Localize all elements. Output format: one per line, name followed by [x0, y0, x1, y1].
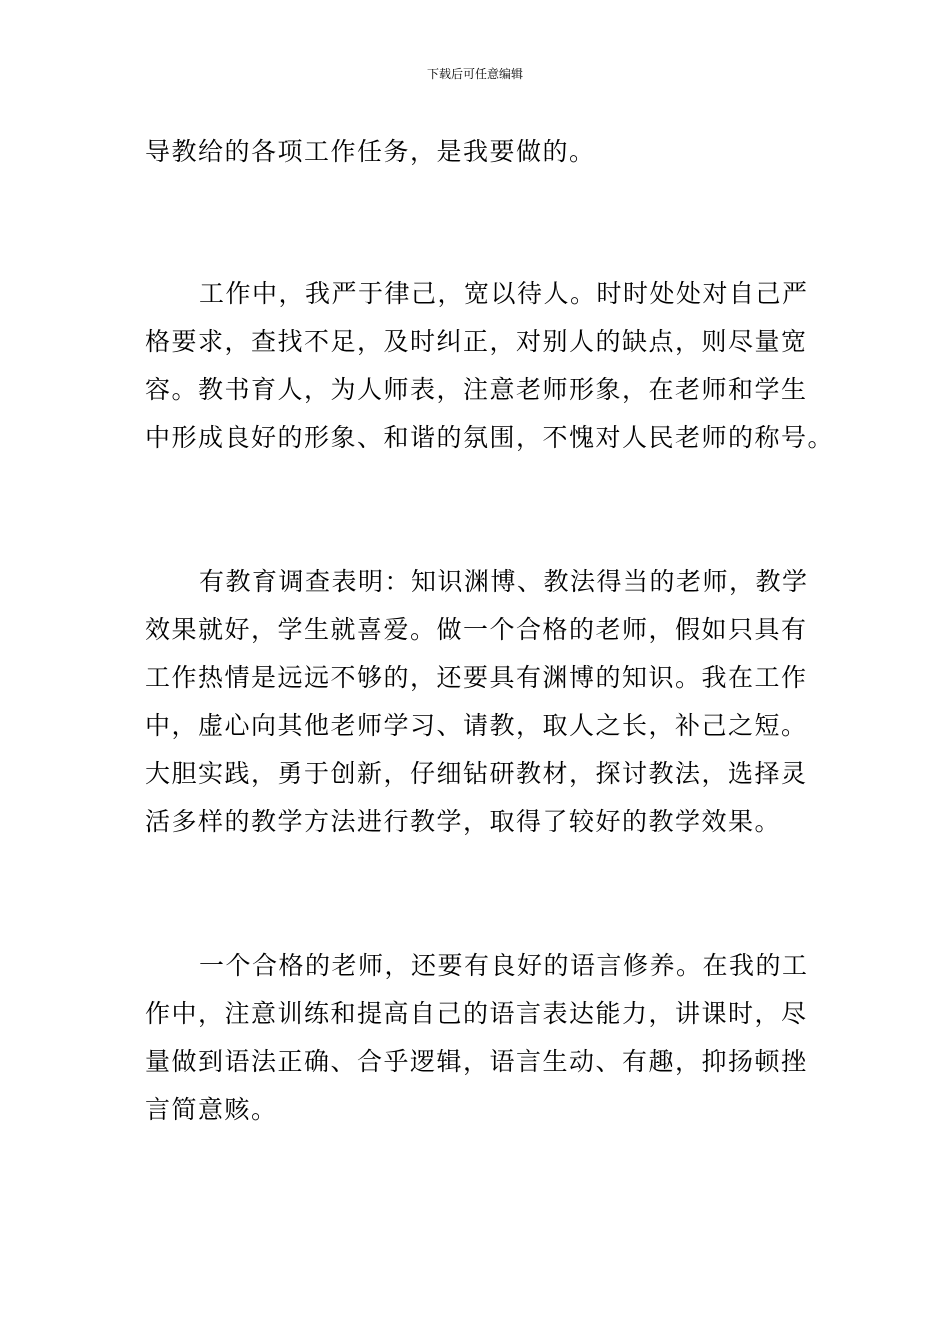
paragraph-line: 大胆实践，勇于创新，仔细钻研教材，探讨教法，选择灵 — [145, 759, 808, 788]
paragraph-line: 工作中，我严于律己，宽以待人。时时处处对自己严 — [199, 279, 809, 308]
paragraph-line: 导教给的各项工作任务，是我要做的。 — [145, 137, 596, 166]
paragraph-line: 格要求，查找不足，及时纠正，对别人的缺点，则尽量宽 — [145, 327, 808, 356]
paragraph-line: 活多样的教学方法进行教学，取得了较好的教学效果。 — [145, 807, 782, 836]
paragraph-line: 量做到语法正确、合乎逻辑，语言生动、有趣，抑扬顿挫 — [145, 1047, 808, 1076]
paragraph-line: 工作热情是远远不够的，还要具有渊博的知识。我在工作 — [145, 663, 808, 692]
paragraph-4 — [145, 942, 810, 1134]
paragraph-line: 容。教书育人，为人师表，注意老师形象，在老师和学生 — [145, 375, 808, 404]
paragraph-1 — [145, 128, 810, 176]
document-body — [145, 128, 835, 1134]
paragraph-line: 效果就好，学生就喜爱。做一个合格的老师，假如只具有 — [145, 615, 808, 644]
paragraph-line: 一个合格的老师，还要有良好的语言修养。在我的工 — [199, 951, 809, 980]
paragraph-3 — [145, 558, 810, 846]
paragraph-line: 言简意赅。 — [145, 1095, 278, 1124]
page-header: 下载后可任意编辑 — [426, 67, 523, 81]
paragraph-2 — [145, 270, 835, 462]
paragraph-line: 中形成良好的形象、和谐的氛围，不愧对人民老师的称号。 — [145, 423, 835, 452]
paragraph-line: 有教育调查表明：知识渊博、教法得当的老师，教学 — [199, 567, 809, 596]
paragraph-line: 作中，注意训练和提高自己的语言表达能力，讲课时，尽 — [145, 999, 808, 1028]
paragraph-line: 中，虚心向其他老师学习、请教，取人之长，补己之短。 — [145, 711, 808, 740]
